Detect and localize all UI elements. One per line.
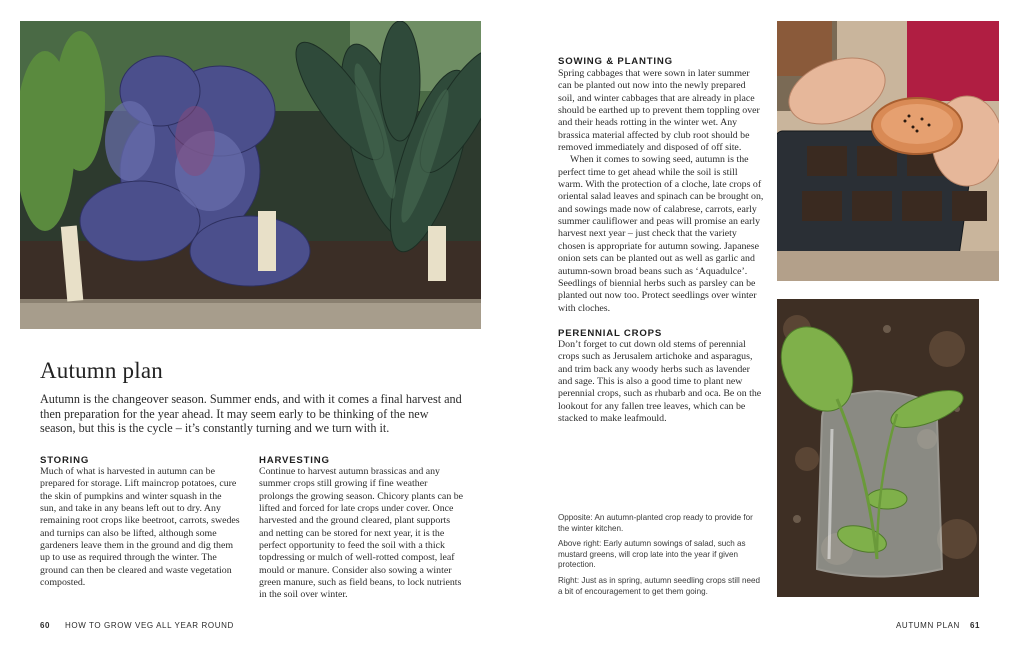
running-title-right: AUTUMN PLAN	[896, 621, 960, 630]
section-heading-perennial-crops: PERENNIAL CROPS	[558, 328, 663, 339]
photo-captions	[558, 513, 763, 602]
perennial-paragraph: Don’t forget to cut down old stems of perennial crops such as Jerusalem artichoke and asparagus, and trim back any woody herbs such as lavender and sage. This is also a good time to plant new perennial crops, such as rhubarb and oca. Be on the lookout for any fallen tree leaves, which can be stacked to make leafmould.	[558, 339, 762, 425]
storing-paragraph: Much of what is harvested in autumn can be prepared for storage. Lift maincrop potatoes, cure the skin of pumpkins and winter squash in the sun, and take in any beans left out to dry. Any remaining root crops like beetroot, carrots, swedes and turnips can also be lifted, although some gardeners leave them in the ground and dig them up to use as required through the winter. The ground can then be cleared and waste vegetation composted.	[40, 466, 240, 589]
sowing-paragraph-2: When it comes to sowing seed, autumn is the perfect time to get ahead while the soil is still warm. With the protection of a cloche, late crops of oriental salad leaves and spinach can be brought on, and sowings made now of calabrese, carrots, early summer cauliflower and peas will promise an early harvest next year – just check that the variety chosen is appropriate for autumn sowing. Japanese onion sets can be planted out as well as garlic and autumn-sown broad beans such as ‘Aquadulce’. Seedlings of biennial herbs such as parsley can be planted out now too. Protect seedlings over winter with cloches.	[558, 154, 764, 314]
section-body-harvesting	[259, 466, 464, 602]
photo-sowing-seeds	[777, 21, 999, 281]
photo-raised-bed-cabbages	[20, 21, 481, 329]
page-number-left: 60	[40, 621, 51, 630]
section-body-sowing-planting	[558, 68, 764, 315]
caption-opposite: Opposite: An autumn-planted crop ready to provide for the winter kitchen.	[558, 513, 753, 533]
caption-above-right: Above right: Early autumn sowings of salad, such as mustard greens, will crop late into the year if given protection.	[558, 539, 746, 570]
harvesting-paragraph: Continue to harvest autumn brassicas and any summer crops still growing if fine weather prolongs the growing season. Chicory plants can be lifted and forced for late crops under cover. Once harvested and the ground cleared, plant supports and netting can be stored for next year, it is the perfect opportunity to feed the soil with a thick topdressing or mulch of well-rotted compost, leaf mould or manure. Consider also sowing a winter green manure, such as field beans, to lock nutrients in the soil over winter.	[259, 466, 464, 601]
section-heading-sowing-planting: SOWING & PLANTING	[558, 56, 673, 67]
page-number-right: 61	[970, 621, 981, 630]
page-title: Autumn plan	[40, 358, 163, 383]
section-body-perennial-crops	[558, 339, 764, 425]
sowing-paragraph-1: Spring cabbages that were sown in later summer can be planted out now into the newly prepared soil, and winter cabbages that are already in place should be earthed up to prevent them toppling over and their heads rotting in the winter wet. Any brassica material affected by club root should be removed immediately and disposed of off site.	[558, 68, 760, 154]
section-body-storing	[40, 466, 240, 589]
section-heading-harvesting: HARVESTING	[259, 455, 330, 466]
intro-paragraph: Autumn is the changeover season. Summer ends, and with it comes a final harvest and then preparation for the year ahead. It may seem early to be thinking of the new season, but this is the cycle – it’s constantly turning and we turn with it.	[40, 392, 462, 436]
caption-right: Right: Just as in spring, autumn seedling crops still need a bit of encouragement to get them going.	[558, 575, 760, 596]
photo-seedling-cloche	[777, 299, 979, 597]
running-title-left: HOW TO GROW VEG ALL YEAR ROUND	[65, 621, 234, 630]
section-heading-storing: STORING	[40, 455, 90, 466]
